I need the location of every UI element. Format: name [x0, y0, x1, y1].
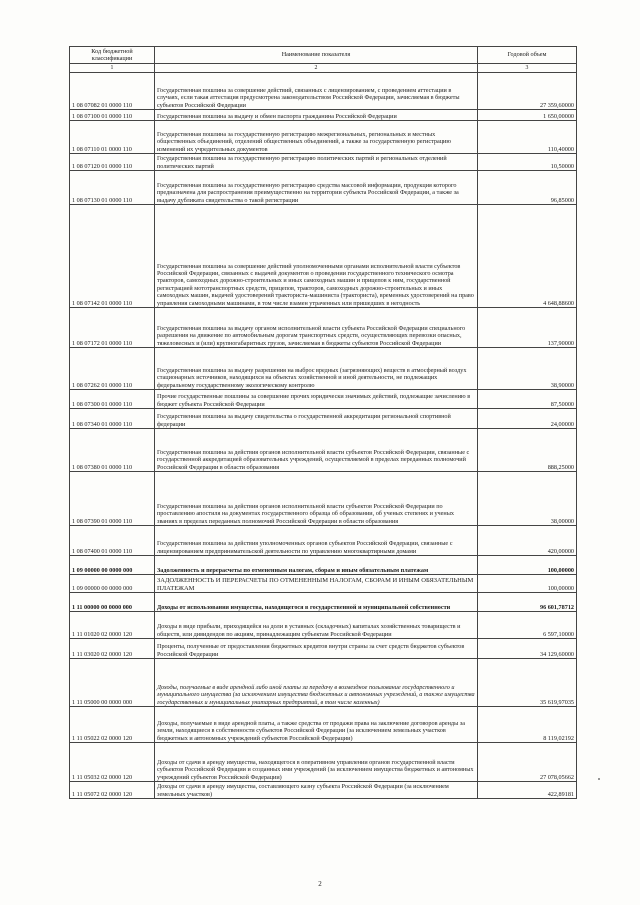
annual-volume-cell: 8 119,02192 — [478, 707, 577, 743]
indicator-name-cell: Государственная пошлина за действия органов исполнительной власти субъектов Российской Федерации по проставлению апостиля на документах государственного образца об образовании, об ученых степенях и ученых званиях в пределах переданных полномочий Российской Федерации в области образования — [155, 472, 478, 526]
indicator-name-cell: Государственная пошлина за совершение действий, связанных с лицензированием, с проведением аттестации в случаях, если такая аттестация предусмотрена законодательством Российской Федерации, зачисляемая в бюджеты субъектов Российской Федерации — [155, 73, 478, 110]
indicator-name-cell: Государственная пошлина за государственную регистрацию межрегиональных, региональных и местных общественных объединений, отделений общественных объединений, а также за государственную регистрацию изменений их учредительных документов — [155, 121, 478, 154]
value-column-header: Годовой объем — [478, 47, 577, 64]
indicator-name-cell: Доходы от использования имущества, находящегося в государственной и муниципальной собственности — [155, 593, 478, 612]
indicator-name-cell: Государственная пошлина за выдачу органом исполнительной власти субъекта Российской Федерации специального разрешения на движение по автомобильным дорогам транспортных средств, осуществляющих перевозки опасных, тяжеловесных и (или) крупногабаритных грузов, зачисляемая в бюджеты субъектов Российской Федерации — [155, 308, 478, 348]
budget-code-cell: 1 08 07120 01 0000 110 — [70, 154, 155, 171]
budget-code-cell: 1 11 05072 02 0000 120 — [70, 782, 155, 799]
budget-code-cell: 1 11 01020 02 0000 120 — [70, 612, 155, 639]
indicator-name-cell: Государственная пошлина за выдачу свидетельства о государственной аккредитации региональной спортивной федерации — [155, 409, 478, 429]
column-number-2: 2 — [155, 64, 478, 73]
budget-code-cell: 1 08 07300 01 0000 110 — [70, 390, 155, 409]
annual-volume-cell: 87,50000 — [478, 390, 577, 409]
table-row — [70, 593, 577, 612]
indicator-name-cell: Государственная пошлина за выдачу разрешения на выброс вредных (загрязняющих) веществ в атмосферный воздух стационарных источников, находящихся на объектах хозяйственной и иной деятельности, не подлежащих федеральному государственному экологическому контролю — [155, 348, 478, 390]
annual-volume-cell: 27 078,05662 — [478, 743, 577, 782]
table-row — [70, 639, 577, 659]
column-number-1: 1 — [70, 64, 155, 73]
budget-code-cell: 1 08 07082 01 0000 110 — [70, 73, 155, 110]
indicator-name-cell: Доходы от сдачи в аренду имущества, находящегося в оперативном управлении органов государственной власти субъектов Российской Федерации и созданных ими учреждений (за исключением имущества бюджетных и автономных учреждений субъектов Российской Федерации) — [155, 743, 478, 782]
table-row — [70, 171, 577, 205]
indicator-name-cell: Доходы от сдачи в аренду имущества, составляющего казну субъекта Российской Федерации (за исключением земельных участков) — [155, 782, 478, 799]
name-column-header: Наименование показателя — [155, 47, 478, 64]
table-row — [70, 659, 577, 707]
indicator-name-cell: Проценты, полученные от предоставления бюджетных кредитов внутри страны за счет средств бюджетов субъектов Российской Федерации — [155, 639, 478, 659]
budget-code-cell: 1 08 07130 01 0000 110 — [70, 171, 155, 205]
table-row — [70, 154, 577, 171]
table-header-row — [70, 47, 577, 64]
budget-code-cell: 1 11 05032 02 0000 120 — [70, 743, 155, 782]
indicator-name-cell: Доходы, получаемые в виде арендной платы, а также средства от продажи права на заключение договоров аренды за земли, находящиеся в собственности субъектов Российской Федерации (за исключением земельных участков бюджетных и автономных учреждений субъектов Российской Федерации) — [155, 707, 478, 743]
code-column-header: Код бюджетной классификации — [70, 47, 155, 64]
budget-code-cell: 1 11 00000 00 0000 000 — [70, 593, 155, 612]
indicator-name-cell: Государственная пошлина за действия уполномоченных органов субъектов Российской Федерации, связанные с лицензированием предпринимательской деятельности по управлению многоквартирными домами — [155, 526, 478, 556]
annual-volume-cell: 1 650,00000 — [478, 110, 577, 121]
indicator-name-cell: ЗАДОЛЖЕННОСТЬ И ПЕРЕРАСЧЕТЫ ПО ОТМЕНЕННЫМ НАЛОГАМ, СБОРАМ И ИНЫМ ОБЯЗАТЕЛЬНЫМ ПЛАТЕЖАМ — [155, 575, 478, 593]
budget-table — [69, 46, 577, 799]
budget-code-cell: 1 08 07110 01 0000 110 — [70, 121, 155, 154]
annual-volume-cell: 888,25000 — [478, 429, 577, 472]
annual-volume-cell: 96,85000 — [478, 171, 577, 205]
table-row — [70, 205, 577, 308]
annual-volume-cell: 24,00000 — [478, 409, 577, 429]
budget-code-cell: 1 08 07100 01 0000 110 — [70, 110, 155, 121]
table-row — [70, 612, 577, 639]
budget-code-cell: 1 11 05022 02 0000 120 — [70, 707, 155, 743]
budget-code-cell: 1 11 05000 00 0000 000 — [70, 659, 155, 707]
annual-volume-cell: 35 619,97035 — [478, 659, 577, 707]
table-row — [70, 73, 577, 110]
column-number-3: 3 — [478, 64, 577, 73]
table-row — [70, 575, 577, 593]
annual-volume-cell: 96 601,78712 — [478, 593, 577, 612]
annual-volume-cell: 422,89181 — [478, 782, 577, 799]
budget-code-cell: 1 08 07400 01 0000 110 — [70, 526, 155, 556]
table-row — [70, 390, 577, 409]
indicator-name-cell: Государственная пошлина за совершение действий уполномоченными органами исполнительной власти субъектов Российской Федерации, связанных с выдачей документов о проведении государственного технического осмотра тракторов, самоходных дорожно-строительных и иных самоходных машин и прицепов к ним, государственной регистрацией мототранспортных средств, прицепов, тракторов, самоходных дорожно-строительных и иных самоходных машин, выдачей удостоверений тракториста-машиниста (тракториста), временных удостоверений на право управления самоходными машинами, в том числе взамен утраченных или пришедших в негодность — [155, 205, 478, 308]
indicator-name-cell: Государственная пошлина за государственную регистрацию политических партий и региональных отделений политических партий — [155, 154, 478, 171]
indicator-name-cell: Доходы в виде прибыли, приходящейся на доли в уставных (складочных) капиталах хозяйственных товариществ и обществ, или дивидендов по акциям, принадлежащим субъектам Российской Федерации — [155, 612, 478, 639]
table-row — [70, 556, 577, 575]
annual-volume-cell: 100,00000 — [478, 575, 577, 593]
budget-code-cell: 1 08 07262 01 0000 110 — [70, 348, 155, 390]
annual-volume-cell: 38,00000 — [478, 472, 577, 526]
budget-code-cell: 1 08 07172 01 0000 110 — [70, 308, 155, 348]
budget-code-cell: 1 11 03020 02 0000 120 — [70, 639, 155, 659]
table-row — [70, 743, 577, 782]
annual-volume-cell: 38,90000 — [478, 348, 577, 390]
budget-code-cell: 1 09 00000 00 0000 000 — [70, 556, 155, 575]
annual-volume-cell: 10,50000 — [478, 154, 577, 171]
table-row — [70, 308, 577, 348]
budget-code-cell: 1 08 07340 01 0000 110 — [70, 409, 155, 429]
table-row — [70, 526, 577, 556]
indicator-name-cell: Государственная пошлина за государственную регистрацию средства массовой информации, продукция которого предназначена для распространения преимущественно на территории субъекта Российской Федерации, а также за выдачу дубликата свидетельства о такой регистрации — [155, 171, 478, 205]
annual-volume-cell: 34 129,60000 — [478, 639, 577, 659]
table-row — [70, 409, 577, 429]
column-number-row — [70, 64, 577, 73]
indicator-name-cell: Прочие государственные пошлины за совершение прочих юридически значимых действий, подлежащие зачислению в бюджет субъекта Российской Федерации — [155, 390, 478, 409]
budget-code-cell: 1 08 07390 01 0000 110 — [70, 472, 155, 526]
indicator-name-cell: Задолженность и перерасчеты по отмененным налогам, сборам и иным обязательным платежам — [155, 556, 478, 575]
budget-code-cell: 1 08 07380 01 0000 110 — [70, 429, 155, 472]
indicator-name-cell: Доходы, получаемые в виде арендной либо иной платы за передачу в возмездное пользование государственного и муниципального имущества (за исключением имущества бюджетных и автономных учреждений, а также имущества государственных и муниципальных унитарных предприятий, в том числе казенных) — [155, 659, 478, 707]
annual-volume-cell: 100,00000 — [478, 556, 577, 575]
table-row — [70, 707, 577, 743]
budget-code-cell: 1 09 00000 00 0000 000 — [70, 575, 155, 593]
annual-volume-cell: 6 597,10000 — [478, 612, 577, 639]
table-row — [70, 121, 577, 154]
table-row — [70, 429, 577, 472]
table-row — [70, 472, 577, 526]
table-row — [70, 110, 577, 121]
indicator-name-cell: Государственная пошлина за выдачу и обмен паспорта гражданина Российской Федерации — [155, 110, 478, 121]
annual-volume-cell: 27 359,60000 — [478, 73, 577, 110]
annual-volume-cell: 137,90000 — [478, 308, 577, 348]
annual-volume-cell: 110,40000 — [478, 121, 577, 154]
annual-volume-cell: 420,00000 — [478, 526, 577, 556]
page-number: 2 — [318, 880, 322, 888]
scan-speck — [598, 778, 600, 780]
indicator-name-cell: Государственная пошлина за действия органов исполнительной власти субъектов Российской Федерации, связанные с государственной аккредитацией образовательных учреждений, осуществляемой в пределах переданных полномочий Российской Федерации в области образования — [155, 429, 478, 472]
table-row — [70, 348, 577, 390]
table-row — [70, 782, 577, 799]
budget-code-cell: 1 08 07142 01 0000 110 — [70, 205, 155, 308]
annual-volume-cell: 4 648,88600 — [478, 205, 577, 308]
